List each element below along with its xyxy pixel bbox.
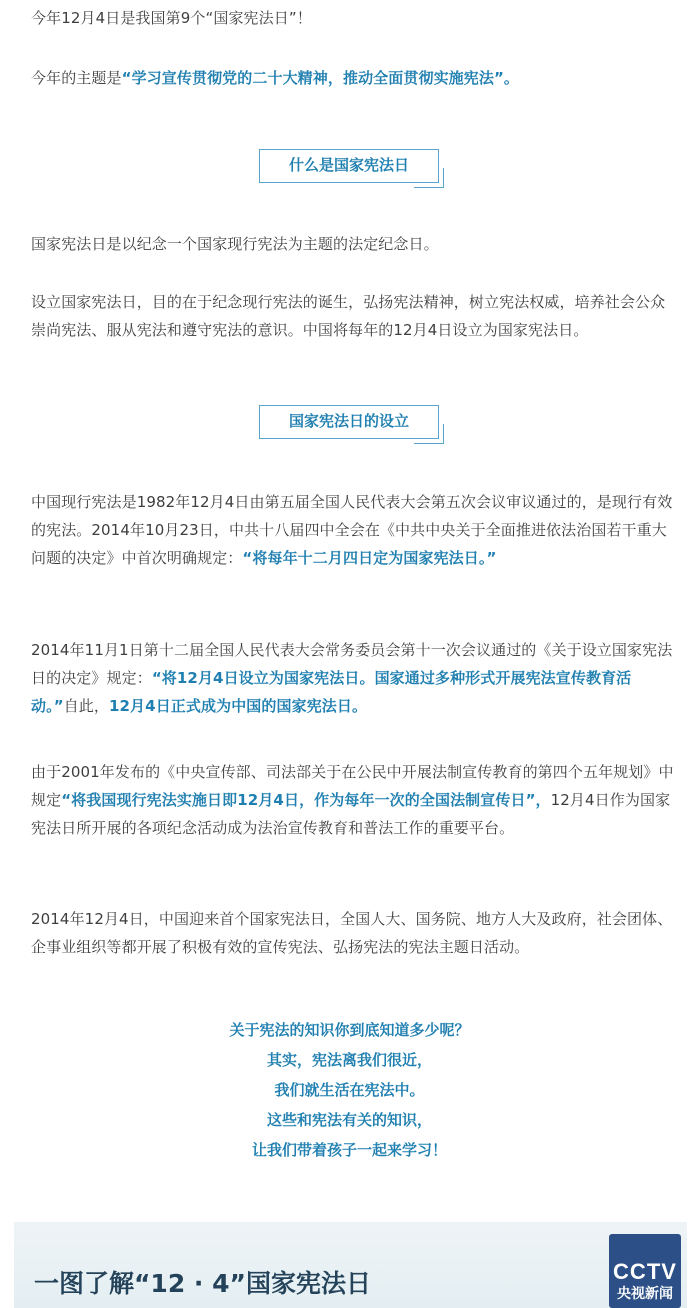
closing-line: 让我们带着孩子一起来学习！	[251, 1141, 447, 1159]
decision-text: 2014年11月1日第十二届全国人民代表大会常务委员会第十一次会议通过的《关于设立国家宪法日的决定》规定：	[31, 641, 673, 687]
purpose-paragraph: 设立国家宪法日，目的在于纪念现行宪法的诞生，弘扬宪法精神，树立宪法权威，培养社会公众崇尚宪法、服从宪法和遵守宪法的意识。中国将每年的12月4日设立为国家宪法日。	[31, 293, 666, 339]
heading-corner-line	[443, 424, 445, 444]
history-paragraph	[31, 488, 677, 572]
decision-emphasis: 12月4日正式成为中国的国家宪法日。	[108, 697, 368, 715]
heading-corner-line	[414, 443, 444, 445]
section-heading-what-label: 什么是国家宪法日	[288, 156, 409, 174]
infographic-banner	[14, 1222, 687, 1308]
closing-line: 其实，宪法离我们很近，	[266, 1051, 432, 1069]
theme-paragraph	[31, 64, 677, 92]
history-quote: “将每年十二月四日定为国家宪法日。”	[242, 549, 497, 567]
first-day-paragraph: 2014年12月4日，中国迎来首个国家宪法日，全国人大、国务院、地方人大及政府，社会团体、企事业组织等都开展了积极有效的宣传宪法、弘扬宪法的宪法主题日活动。	[31, 910, 673, 956]
theme-text: “学习宣传贯彻党的二十大精神，推动全面贯彻实施宪法”。	[121, 69, 520, 87]
decision-paragraph	[31, 636, 677, 720]
section-heading-what	[259, 149, 439, 183]
cctv-logo-mark: CCTV	[613, 1259, 677, 1284]
theme-lead: 今年的主题是	[31, 69, 122, 87]
plan-quote: “将我国现行宪法实施日即12月4日，作为每年一次的全国法制宣传日”，	[61, 791, 551, 809]
closing-line: 这些和宪法有关的知识，	[266, 1111, 432, 1129]
plan-paragraph	[31, 758, 677, 842]
heading-corner-line	[414, 187, 444, 189]
plan-text-2: 12月4日作为国家宪法日所开展的各项纪念活动成为法治宣传教育和普法工作的重要平台。	[31, 791, 671, 837]
closing-line: 关于宪法的知识你到底知道多少呢？	[229, 1021, 470, 1039]
plan-text: 由于2001年发布的《中央宣传部、司法部关于在公民中开展法制宣传教育的第四个五年规划》中规定	[31, 763, 674, 809]
cctv-logo-sub: 央视新闻	[617, 1286, 673, 1302]
decision-quote: “将12月4日设立为国家宪法日。国家通过多种形式开展宪法宣传教育活动。”	[31, 669, 632, 715]
heading-corner-line	[443, 168, 445, 188]
history-text: 中国现行宪法是1982年12月4日由第五届全国人民代表大会第五次会议审议通过的，是现行有效的宪法。2014年10月23日，中共十八届四中全会在《中共中央关于全面推进依法治国若干重大问题的决定》中首次明确规定：	[31, 493, 673, 567]
decision-text-2: 自此，	[63, 697, 109, 715]
intro-paragraph: 今年12月4日是我国第9个“国家宪法日”！	[31, 9, 312, 27]
banner-title: 一图了解“12 · 4”国家宪法日	[34, 1269, 371, 1298]
cctv-logo	[609, 1234, 681, 1308]
closing-line: 我们就生活在宪法中。	[274, 1081, 425, 1099]
section-heading-establish-label: 国家宪法日的设立	[288, 412, 409, 430]
definition-paragraph: 国家宪法日是以纪念一个国家现行宪法为主题的法定纪念日。	[31, 235, 439, 253]
section-heading-establish	[259, 405, 439, 439]
